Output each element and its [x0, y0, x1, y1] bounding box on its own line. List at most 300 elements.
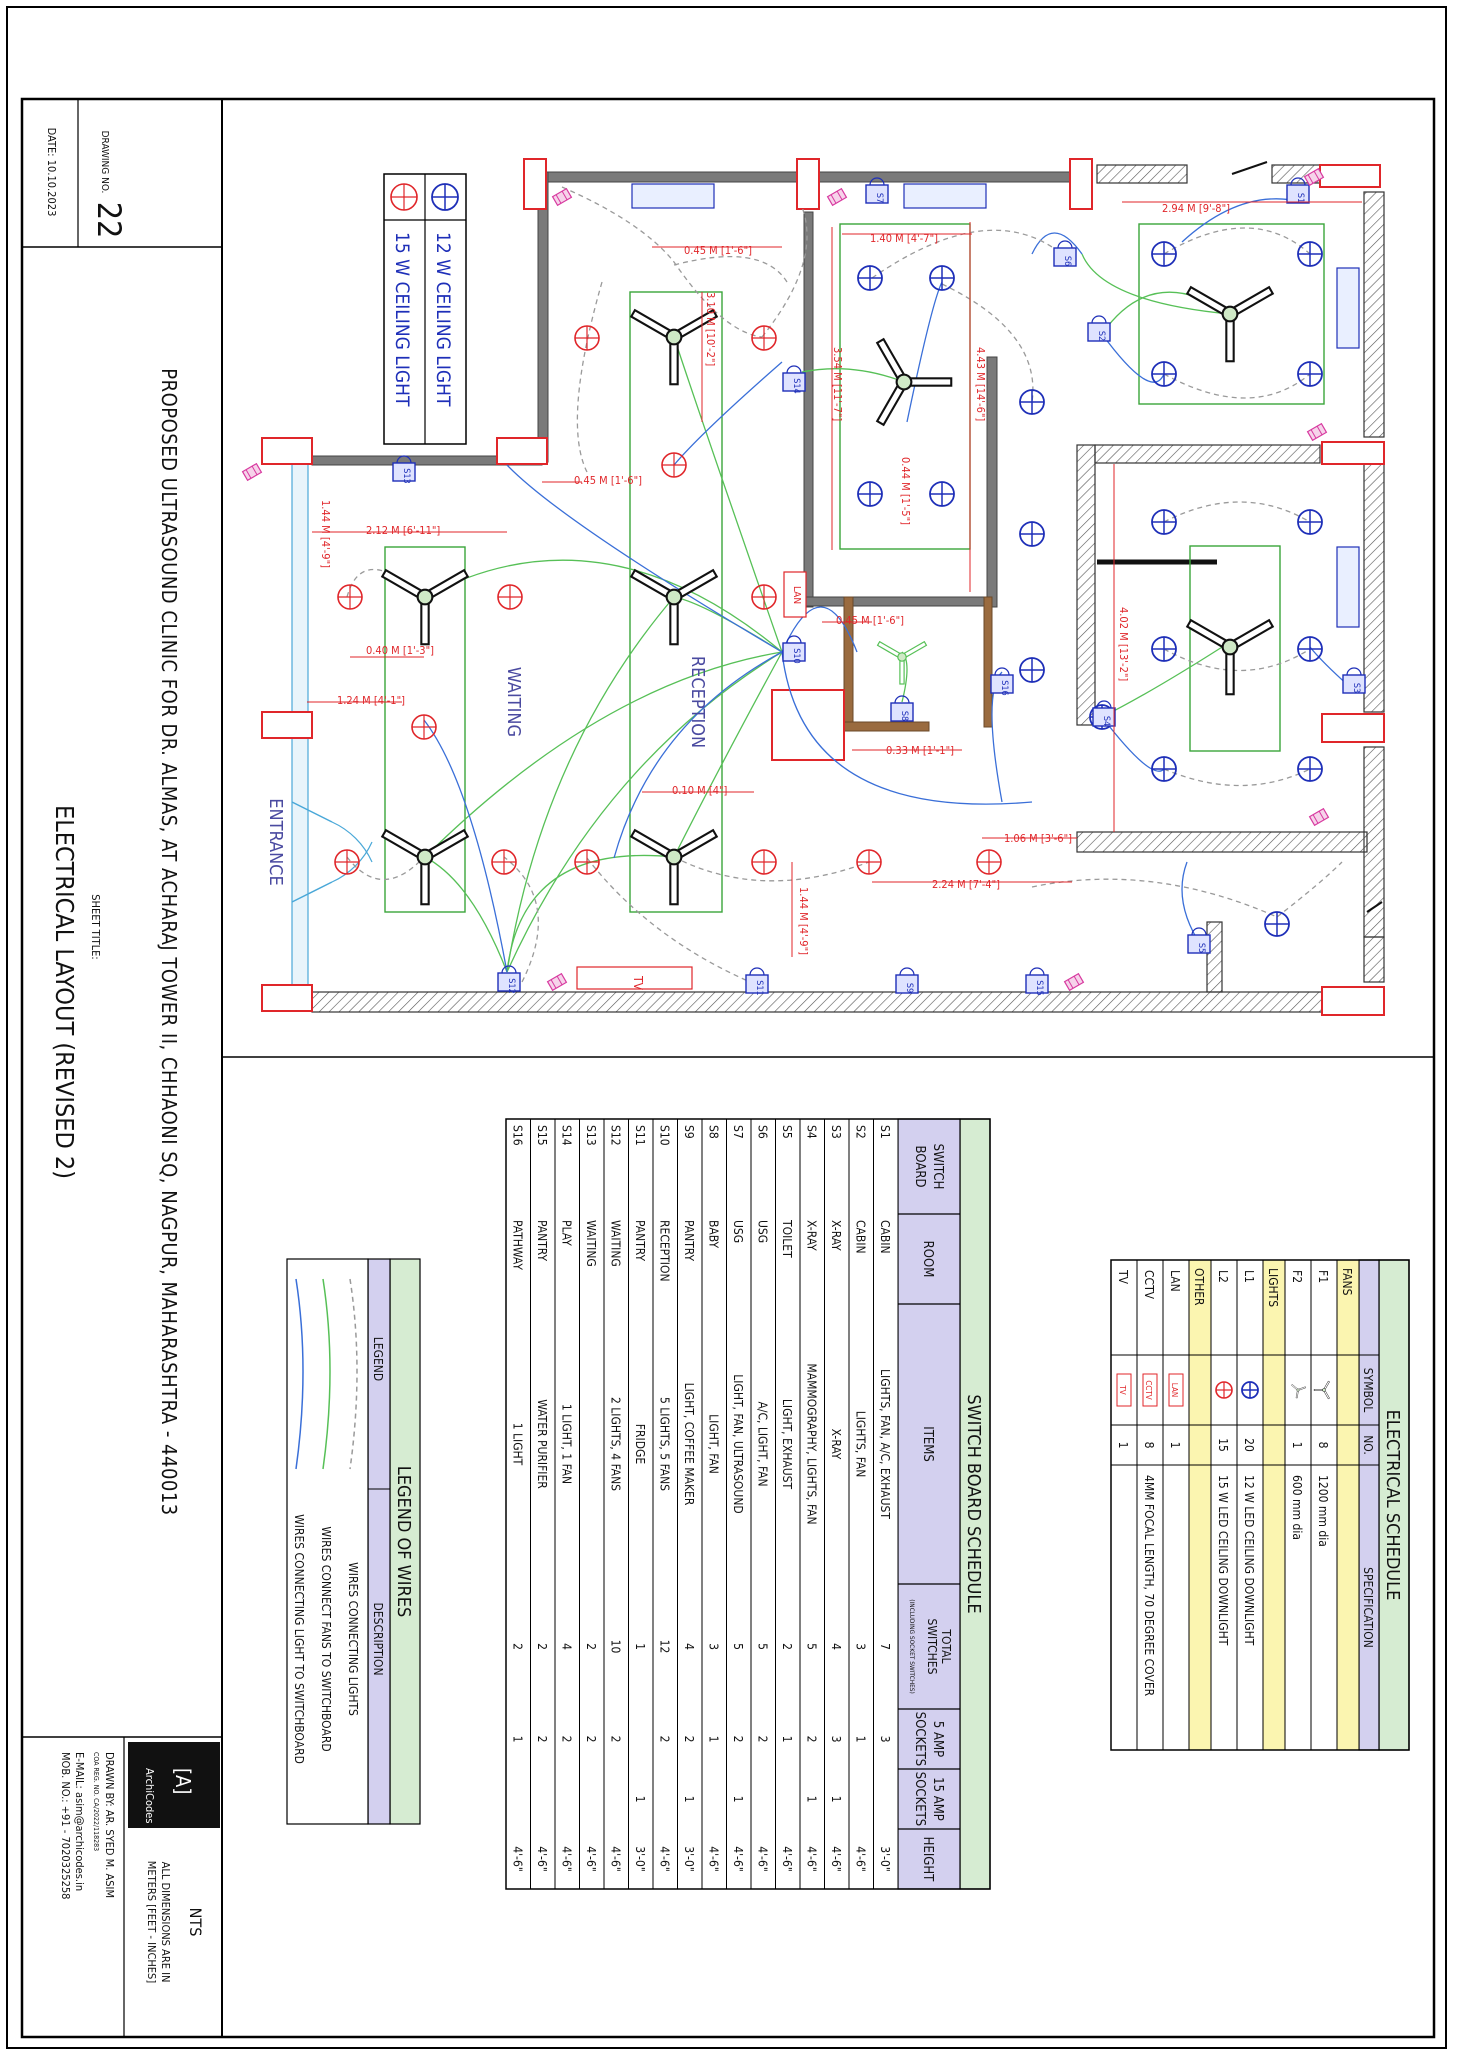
- socket-icon: [553, 189, 572, 206]
- fan-blade: [677, 570, 717, 597]
- es-code: TV: [1116, 1270, 1130, 1284]
- es-code: L1: [1242, 1270, 1256, 1283]
- wire-light: [507, 465, 782, 652]
- light12-icon: [858, 266, 882, 290]
- es-spec: 1200 mm dia: [1316, 1475, 1330, 1547]
- schedule-cell: 4'-6": [755, 1846, 770, 1872]
- schedule-cell: 5 LIGHTS, 5 FANS: [657, 1397, 672, 1491]
- schedule-cell: S11: [633, 1125, 647, 1146]
- schedule-cell: 3'-0": [633, 1846, 647, 1872]
- light15-icon: [391, 184, 417, 210]
- switch-arc: [995, 668, 1009, 675]
- wall: [804, 212, 813, 607]
- switch-label: S4: [1101, 715, 1111, 727]
- hatched-wall: [1095, 445, 1320, 463]
- schedule-cell: S2: [853, 1125, 868, 1139]
- light15-icon: [752, 850, 776, 874]
- schedule-cell: S12: [608, 1125, 623, 1146]
- wire-switch: [1164, 228, 1310, 254]
- es-group-row: [1189, 1260, 1211, 1750]
- wire-fan: [507, 597, 674, 972]
- hatched-wall: [1097, 165, 1187, 183]
- fan-hub: [667, 850, 682, 865]
- dimension-label: 1.06 M [3'-6"]: [1004, 832, 1073, 845]
- schedule-cell: 2: [780, 1643, 794, 1650]
- es-header-row: [1359, 1260, 1379, 1750]
- column: [524, 159, 546, 209]
- schedule-header: SWITCHES: [925, 1618, 939, 1675]
- switch-label: S12: [506, 978, 516, 994]
- schedule-cell: 1: [633, 1643, 647, 1650]
- socket-body: [553, 189, 572, 206]
- light12-icon: [1298, 242, 1322, 266]
- switchboard-s2: [1088, 316, 1110, 341]
- drawing-no: 22: [90, 201, 128, 239]
- tv-label: TV: [631, 976, 645, 990]
- schedule-cell: 5: [755, 1643, 770, 1650]
- light12-icon: [1298, 510, 1322, 534]
- wood-partition: [984, 597, 992, 727]
- light15-icon: [575, 850, 599, 874]
- schedule-cell: 1: [829, 1795, 843, 1803]
- schedule-cell: 2: [731, 1735, 745, 1743]
- wall: [987, 357, 997, 607]
- socket-icon: [828, 189, 847, 206]
- drawing-no-label: DRAWING NO.: [99, 130, 110, 194]
- schedule-cell: 4'-6": [706, 1846, 721, 1872]
- schedule-cell: BABY: [706, 1220, 721, 1249]
- schedule-cell: RECEPTION: [657, 1220, 672, 1282]
- light15-icon: [752, 326, 776, 350]
- es-no: 8: [1316, 1441, 1330, 1449]
- lw-header: DESCRIPTION: [371, 1602, 385, 1676]
- column: [772, 690, 844, 760]
- wire-switch: [1164, 502, 1310, 522]
- dimension-label: 1.24 M [4'-1"]: [337, 694, 406, 707]
- schedule-cell: 12: [657, 1639, 672, 1654]
- fan-blade: [677, 830, 717, 857]
- switch-arc: [1058, 241, 1072, 248]
- schedule-cell: LIGHTS, FAN: [853, 1410, 868, 1478]
- schedule-cell: 4: [682, 1643, 696, 1650]
- fan-hub: [898, 653, 906, 661]
- light15-icon: [662, 453, 686, 477]
- dimension-label: 0.10 M [4"]: [672, 784, 728, 797]
- fan-blade: [421, 602, 428, 644]
- column: [1320, 165, 1380, 187]
- schedule-cell: 2: [559, 1735, 574, 1743]
- schedule-cell: 4'-6": [829, 1846, 843, 1872]
- schedule-header: SWITCH: [930, 1143, 945, 1190]
- schedule-cell: X-RAY: [829, 1428, 843, 1460]
- ceiling-fan-icon: [631, 830, 717, 904]
- schedule-header: SOCKETS: [912, 1711, 927, 1767]
- dimension-label: 0.40 M [1'-3"]: [366, 644, 435, 657]
- schedule-cell: S3: [829, 1125, 843, 1139]
- schedule-cell: CABIN: [878, 1220, 892, 1254]
- switch-arc: [787, 366, 801, 373]
- es-spec: 4MM FOCAL LENGTH, 70 DEGREE COVER: [1142, 1475, 1156, 1697]
- electrical-layout-drawing: [8, 8, 1449, 2051]
- switch-arc: [1347, 668, 1361, 675]
- switch-label: S1: [1295, 192, 1305, 204]
- switch-board-schedule: [506, 1119, 990, 1889]
- switch-label: S14: [791, 378, 801, 394]
- schedule-header: BOARD: [912, 1145, 927, 1188]
- schedule-cell: S10: [657, 1125, 672, 1146]
- es-group-row: [1263, 1260, 1285, 1750]
- fan-hub: [667, 590, 682, 605]
- column: [262, 438, 312, 464]
- fan-blade: [382, 570, 422, 597]
- ceiling-fan-icon: [878, 642, 927, 684]
- es-row: [1163, 1260, 1189, 1750]
- es-no: 15: [1216, 1438, 1230, 1452]
- light12-icon: [1298, 757, 1322, 781]
- light15-icon: [498, 585, 522, 609]
- schedule-cell: 2: [584, 1735, 598, 1743]
- dimension-label: 2.12 M [6'-11"]: [366, 524, 441, 537]
- schedule-cell: S4: [804, 1125, 819, 1139]
- switch-label: S2: [1096, 330, 1106, 342]
- room-label-waiting: WAITING: [503, 666, 524, 738]
- schedule-cell: 3'-0": [878, 1846, 892, 1872]
- wire-switch: [1277, 862, 1342, 917]
- wood-partition: [844, 722, 929, 731]
- schedule-header: ITEMS: [920, 1426, 935, 1462]
- light12-icon: [1020, 390, 1044, 414]
- column: [1322, 714, 1384, 742]
- wire-light: [907, 282, 942, 422]
- fan-blade: [878, 642, 901, 658]
- schedule-cell: 4'-6": [559, 1846, 574, 1872]
- es-code: F2: [1290, 1270, 1304, 1284]
- es-code: CCTV: [1142, 1270, 1156, 1300]
- fan-blade: [421, 862, 428, 904]
- switchboard-s3: [1343, 668, 1365, 693]
- schedule-header-row: [898, 1119, 960, 1889]
- schedule-cell: S14: [559, 1125, 574, 1146]
- switch-label: S13: [401, 468, 411, 484]
- dimension-label: 0.44 M [1'-5"]: [899, 457, 912, 526]
- key-legend-15w: 15 W CEILING LIGHT: [391, 232, 413, 407]
- wall: [804, 597, 994, 606]
- wire-switch: [577, 282, 602, 472]
- schedule-cell: 4'-6": [853, 1846, 868, 1872]
- wire-switch: [1164, 374, 1310, 398]
- ceiling-fan-icon: [1187, 287, 1273, 361]
- fan-blade: [1233, 620, 1273, 647]
- schedule-cell: 5: [804, 1643, 819, 1650]
- schedule-cell: USG: [731, 1220, 745, 1244]
- es-symbol-text: CCTV: [1144, 1380, 1153, 1400]
- schedule-header-note: (INCLUDING SOCKET SWITCHES): [908, 1599, 916, 1694]
- schedule-cell: PANTRY: [633, 1220, 647, 1262]
- schedule-cell: WAITING: [584, 1220, 598, 1267]
- light12-icon: [1152, 637, 1176, 661]
- light15-icon: [575, 326, 599, 350]
- fan-blade: [670, 602, 677, 644]
- fan-blade: [877, 385, 904, 425]
- room-label-reception: RECEPTION: [687, 655, 708, 749]
- socket-body: [1310, 809, 1329, 826]
- socket-body: [1308, 424, 1327, 441]
- lw-description: WIRES CONNECT FANS TO SWITCHBOARD: [319, 1526, 333, 1752]
- fan-blade: [1187, 287, 1227, 314]
- dimension-label: 2.24 M [7'-4"]: [932, 878, 1001, 891]
- schedule-header: HEIGHT: [920, 1836, 935, 1882]
- fan-hub: [667, 330, 682, 345]
- schedule-title: SWITCH BOARD SCHEDULE: [963, 1394, 984, 1614]
- fan-blade: [1314, 1389, 1323, 1391]
- column: [1322, 442, 1384, 464]
- schedule-cell: 1: [682, 1795, 696, 1803]
- schedule-cell: USG: [755, 1220, 770, 1244]
- schedule-cell: 5: [731, 1643, 745, 1650]
- es-row: [1111, 1260, 1137, 1750]
- switch-label: S8: [899, 710, 909, 722]
- fan-blade: [904, 642, 927, 658]
- wire-switch: [762, 207, 807, 337]
- es-code: LAN: [1168, 1270, 1182, 1292]
- schedule-cell: 4'-6": [780, 1846, 794, 1872]
- ceiling-fan-icon: [382, 570, 468, 644]
- wire-switch: [1164, 769, 1310, 786]
- legend-of-wires: [287, 1259, 420, 1824]
- coa-reg: COA REG. NO. CA/2022/118283: [92, 1752, 100, 1852]
- light12-icon: [1152, 242, 1176, 266]
- electrical-schedule: [1111, 1260, 1409, 1750]
- schedule-cell: S13: [584, 1125, 598, 1146]
- wire-switch: [1164, 649, 1310, 671]
- dims-note: ALL DIMENSIONS ARE IN: [159, 1861, 172, 1983]
- ceiling-fan-icon: [382, 830, 468, 904]
- fan-hub: [418, 850, 433, 865]
- light15-icon: [338, 585, 362, 609]
- socket-icon: [1308, 424, 1327, 441]
- column: [1322, 987, 1384, 1015]
- socket-body: [243, 464, 262, 481]
- wire-light: [674, 362, 782, 465]
- room-label-entrance: ENTRANCE: [265, 798, 286, 886]
- schedule-cell: S6: [755, 1125, 770, 1139]
- schedule-cell: LIGHT, FAN, ULTRASOUND: [731, 1374, 745, 1514]
- es-no: 1: [1116, 1441, 1130, 1449]
- schedule-cell: PANTRY: [682, 1220, 696, 1262]
- light12-icon: [1152, 757, 1176, 781]
- fan-blade: [382, 830, 422, 857]
- es-no: 20: [1242, 1438, 1256, 1452]
- dimension-label: 1.44 M [4'-9"]: [319, 500, 332, 569]
- ceiling-fan-icon: [631, 310, 717, 384]
- switch-label: S3: [1351, 682, 1361, 694]
- schedule-cell: CABIN: [853, 1220, 868, 1254]
- schedule-cell: X-RAY: [829, 1220, 843, 1251]
- logo-text: ArchiCodes: [143, 1768, 156, 1824]
- schedule-cell: LIGHT, FAN: [706, 1414, 721, 1474]
- schedule-cell: 1: [510, 1735, 525, 1743]
- date: DATE: 10.10.2023: [45, 127, 58, 217]
- es-group-name: LIGHTS: [1266, 1268, 1280, 1308]
- dimension-label: 0.45 M [1'-6"]: [574, 474, 643, 487]
- hatched-wall: [1364, 192, 1384, 437]
- schedule-cell: 1: [853, 1735, 868, 1743]
- es-no: 1: [1290, 1441, 1304, 1449]
- nts-label: NTS: [186, 1907, 205, 1937]
- socket-icon: [1065, 974, 1084, 991]
- schedule-cell: S1: [878, 1125, 892, 1139]
- schedule-cell: 7: [878, 1643, 892, 1650]
- socket-icon: [243, 464, 262, 481]
- schedule-cell: FRIDGE: [633, 1423, 647, 1465]
- socket-body: [828, 189, 847, 206]
- light12-icon: [1152, 510, 1176, 534]
- fan-hub: [1223, 640, 1238, 655]
- mobile: MOB. NO.: +91 - 7020325258: [59, 1752, 72, 1900]
- schedule-cell: 2: [535, 1643, 549, 1650]
- wire-switch: [674, 257, 787, 282]
- socket-body: [548, 974, 567, 991]
- wire-switch: [674, 857, 869, 881]
- es-code: F1: [1316, 1270, 1330, 1284]
- wire-fan: [425, 560, 782, 652]
- light12-icon: [858, 482, 882, 506]
- light12-icon: [432, 184, 458, 210]
- schedule-header: SOCKETS: [912, 1771, 927, 1827]
- wire-fan: [802, 369, 904, 382]
- wire-fan: [425, 857, 507, 972]
- wall: [538, 172, 548, 462]
- es-group-name: OTHER: [1192, 1268, 1206, 1306]
- hatched-wall: [1364, 937, 1384, 982]
- email: E-MAIL: asim@archicodes.in: [73, 1752, 86, 1892]
- light15-icon: [752, 585, 776, 609]
- fan-blade: [428, 570, 468, 597]
- schedule-cell: 4: [829, 1643, 843, 1650]
- schedule-cell: 1: [706, 1735, 721, 1743]
- schedule-cell: 4: [559, 1643, 574, 1650]
- fan-blade: [909, 378, 951, 385]
- switchboard-s11: [746, 968, 768, 996]
- light12-icon: [1298, 637, 1322, 661]
- hatched-wall: [1077, 445, 1095, 725]
- dimension-label: 2.94 M [9'-8"]: [1162, 202, 1231, 215]
- schedule-cell: 10: [608, 1639, 623, 1654]
- dimension-label: 3.10 M [10'-2"]: [704, 292, 717, 367]
- schedule-cell: WATER PURIFIER: [535, 1399, 549, 1489]
- schedule-header: 15 AMP: [930, 1777, 945, 1821]
- door-swing: [332, 822, 372, 862]
- fan-blade: [631, 830, 671, 857]
- schedule-cell: 4'-6": [804, 1846, 819, 1872]
- fan-blade: [900, 660, 904, 684]
- lw-header: LEGEND: [371, 1336, 385, 1382]
- schedule-cell: 3: [829, 1735, 843, 1743]
- light15-icon: [335, 850, 359, 874]
- schedule-cell: S9: [682, 1125, 696, 1139]
- schedule-cell: 4'-6": [535, 1846, 549, 1872]
- column: [1070, 159, 1092, 209]
- light15-icon: [857, 850, 881, 874]
- es-header: SYMBOL: [1361, 1367, 1375, 1413]
- schedule-cell: 4'-6": [510, 1846, 525, 1872]
- es-symbol-text: TV: [1118, 1385, 1127, 1395]
- window-blind: [1337, 268, 1359, 348]
- switch-label: S15: [1034, 980, 1044, 996]
- schedule-cell: WAITING: [608, 1220, 623, 1267]
- lan-label: LAN: [791, 585, 802, 605]
- schedule-cell: 2 LIGHTS, 4 FANS: [608, 1397, 623, 1491]
- schedule-cell: 1: [633, 1795, 647, 1803]
- schedule-cell: 3'-0": [682, 1846, 696, 1872]
- schedule-cell: PLAY: [559, 1220, 574, 1246]
- ceiling-fan-icon: [843, 337, 954, 444]
- hatched-wall: [1207, 922, 1222, 992]
- wire-fan: [425, 652, 782, 857]
- wire-light: [1102, 334, 1164, 382]
- fan-blade: [1226, 652, 1233, 694]
- es-header: SPECIFICATION: [1361, 1567, 1375, 1648]
- wire-switch: [562, 187, 762, 337]
- light12-icon: [1265, 912, 1289, 936]
- lw-description: WIRES CONNECTING LIGHTS: [346, 1562, 360, 1716]
- drawn-by: DRAWN BY: AR. SYED M. ASIM: [103, 1752, 116, 1899]
- switchboard-s9: [896, 968, 918, 993]
- es-no: 8: [1142, 1441, 1156, 1449]
- fan-blade: [670, 342, 677, 384]
- schedule-cell: LIGHT, EXHAUST: [780, 1398, 794, 1490]
- fan-blade: [877, 339, 904, 379]
- column: [262, 712, 312, 738]
- dimension-label: 3.54 M [11'-7"]: [831, 347, 844, 422]
- dimension-label: 0.45 M [1'-6"]: [836, 614, 905, 627]
- es-no: 1: [1168, 1441, 1182, 1449]
- schedule-cell: S16: [510, 1125, 525, 1146]
- light12-icon: [930, 482, 954, 506]
- socket-icon: [548, 974, 567, 991]
- schedule-cell: 2: [608, 1735, 623, 1743]
- es-symbol-text: LAN: [1170, 1382, 1179, 1398]
- switchboard-s14: [783, 366, 805, 394]
- dimension-label: 0.45 M [1'-6"]: [684, 244, 753, 257]
- switchboard-s10: [783, 636, 805, 664]
- schedule-cell: S7: [731, 1125, 745, 1139]
- light15-icon: [412, 715, 436, 739]
- schedule-cell: 1: [804, 1795, 819, 1803]
- schedule-cell: 1: [731, 1795, 745, 1803]
- switch-label: S9: [904, 982, 914, 994]
- fan-blade: [631, 310, 671, 337]
- hatched-wall: [312, 992, 1352, 1012]
- switch-label: S5: [1196, 942, 1206, 954]
- schedule-cell: S5: [780, 1125, 794, 1139]
- column: [262, 985, 312, 1011]
- schedule-header: 5 AMP: [930, 1720, 945, 1758]
- schedule-cell: PATHWAY: [510, 1220, 525, 1270]
- dimension-label: 0.33 M [1'-1"]: [886, 744, 955, 757]
- schedule-cell: 1 LIGHT: [510, 1422, 525, 1466]
- schedule-cell: 4'-6": [584, 1846, 598, 1872]
- light15-icon: [492, 850, 516, 874]
- light12-icon: [930, 266, 954, 290]
- schedule-cell: 4'-6": [608, 1846, 623, 1872]
- schedule-cell: 4'-6": [657, 1846, 672, 1872]
- es-code: L2: [1216, 1270, 1230, 1283]
- fan-hub: [1322, 1388, 1325, 1391]
- light15-icon: [977, 850, 1001, 874]
- fan-blade: [670, 862, 677, 904]
- light12-icon: [1242, 1382, 1258, 1398]
